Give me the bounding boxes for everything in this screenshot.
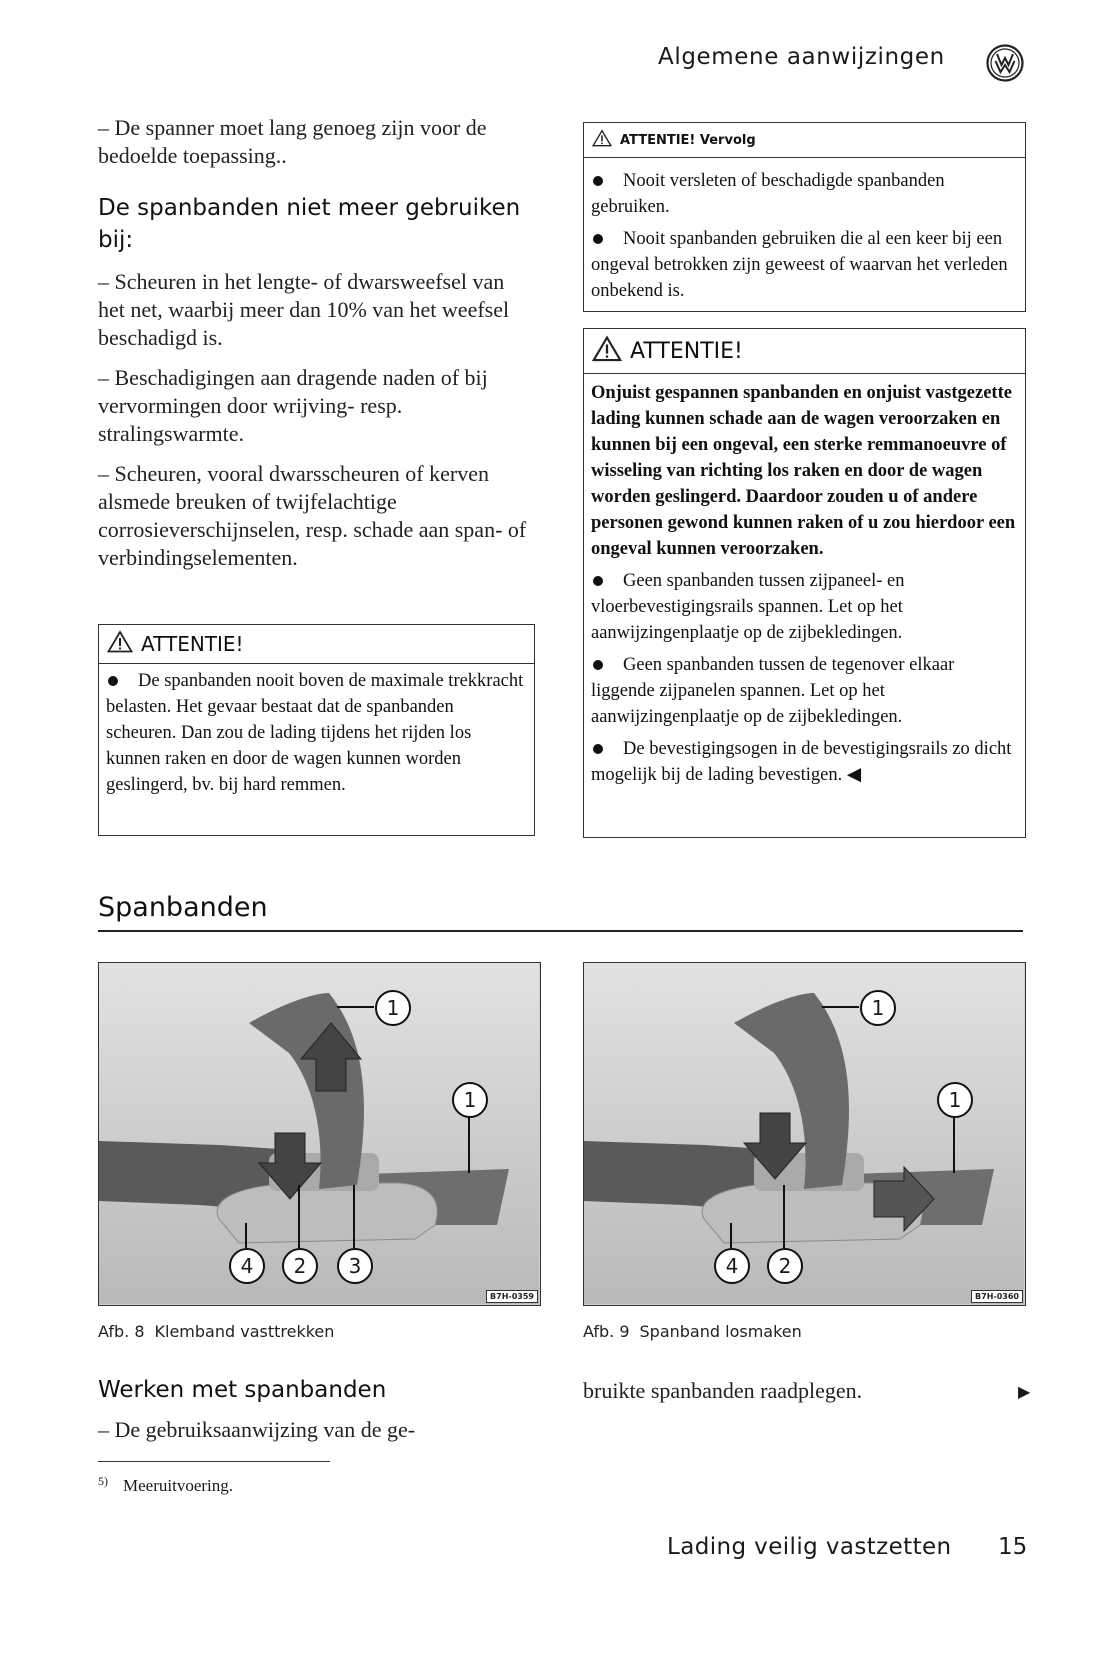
figure-label: Afb. 9 [583, 1322, 630, 1341]
work-heading: Werken met spanbanden [98, 1377, 387, 1403]
callout-2: 2 [767, 1248, 803, 1284]
list-item: Nooit spanbanden gebruiken die al een keer bij een ongeval betrokken zijn geweest of waarvan het verleden onbekend is. [591, 229, 1008, 301]
warning-triangle-icon [592, 129, 612, 151]
list-item: De spanbanden nooit boven de maximale trekkracht belasten. Het gevaar bestaat dat de spanbanden scheuren. Dan zou de lading tijdens het rijden los kunnen raken en door de wagen kunnen worden geslingerd, bv. bij hard remmen. [106, 671, 524, 795]
figure-9-image [583, 962, 1026, 1306]
warning-title: ATTENTIE! [630, 338, 743, 364]
bullet-icon [593, 176, 603, 186]
warning-box-right [583, 328, 1026, 838]
section-title: Spanbanden [98, 892, 268, 923]
figure-9-caption [583, 1322, 802, 1341]
warning-box-continued [583, 122, 1026, 312]
bullet-icon [593, 234, 603, 244]
callout-2: 2 [282, 1248, 318, 1284]
continue-arrow-icon: ▶ [1018, 1382, 1031, 1401]
section-subheading: De spanbanden niet meer gebruiken bij: [98, 195, 521, 253]
bullet-icon [108, 676, 118, 686]
figure-code: B7H-0359 [486, 1290, 538, 1303]
bullet-icon [593, 576, 603, 586]
callout-4: 4 [229, 1248, 265, 1284]
warning-intro: Onjuist gespannen spanbanden en onjuist vastgezette lading kunnen schade aan de wagen veroorzaken en kunnen bij een ongeval, een sterke remmanoeuvre of wisseling van richting los raken en door de wagen worden geslingerd. Daardoor zouden u of andere personen gewond kunnen raken of u zou hierdoor een ongeval kunnen veroorzaken. [591, 383, 1016, 559]
footnote-text: Meeruitvoering. [123, 1476, 233, 1495]
figure-caption-text: Spanband losmaken [639, 1322, 802, 1341]
warning-triangle-icon [107, 630, 133, 658]
callout-1: 1 [375, 990, 411, 1026]
bullet-icon [593, 660, 603, 670]
end-mark-icon: ◀ [846, 765, 862, 785]
figure-caption-text: Klemband vasttrekken [154, 1322, 335, 1341]
footnote-mark: 5) [98, 1474, 108, 1488]
list-item: Geen spanbanden tussen zijpaneel- en vloerbevestigingsrails spannen. Let op het aanwijzingenplaatje op de zijbekledingen. [591, 571, 905, 643]
warning-box-left [98, 624, 535, 836]
work-item-start: – De gebruiksaanwijzing van de ge- [98, 1417, 416, 1442]
figure-8-image [98, 962, 541, 1306]
warning-body [99, 664, 534, 798]
callout-1: 1 [860, 990, 896, 1026]
warning-triangle-icon [592, 335, 622, 368]
list-item: De bevestigingsogen in de bevestigingsrails zo dicht mogelijk bij de lading bevestigen. ◀ [591, 739, 1012, 785]
warning-body [584, 374, 1025, 788]
callout-1b: 1 [937, 1082, 973, 1118]
figure-8-caption [98, 1322, 334, 1341]
bullet-icon [593, 744, 603, 754]
figure-code: B7H-0360 [971, 1290, 1023, 1303]
work-item-end: bruikte spanbanden raadplegen. [583, 1378, 863, 1403]
section-rule [98, 930, 1023, 932]
footnote-rule [98, 1461, 330, 1462]
figure-label: Afb. 8 [98, 1322, 145, 1341]
warning-body [584, 158, 1025, 304]
callout-3: 3 [337, 1248, 373, 1284]
running-header: Algemene aanwijzingen [658, 44, 945, 70]
list-item: – Beschadigingen aan dragende naden of bij vervormingen door wrijving- resp. stralingswarmte. [98, 365, 488, 446]
footer-title: Lading veilig vastzetten [667, 1534, 952, 1560]
intro-paragraph: – De spanner moet lang genoeg zijn voor de bedoelde toepassing.. [98, 115, 487, 168]
callout-4: 4 [714, 1248, 750, 1284]
list-item: Nooit versleten of beschadigde spanbanden gebruiken. [591, 171, 945, 217]
warning-header [99, 625, 534, 664]
list-item: – Scheuren in het lengte- of dwarsweefsel van het net, waarbij meer dan 10% van het weefsel beschadigd is. [98, 269, 510, 350]
warning-header [584, 123, 1025, 158]
list-item: Geen spanbanden tussen de tegenover elkaar liggende zijpanelen spannen. Let op het aanwijzingenplaatje op de zijbekledingen. [591, 655, 955, 727]
page-number: 15 [998, 1534, 1028, 1560]
vw-logo-icon [986, 44, 1024, 82]
damage-list [98, 268, 534, 572]
warning-header [584, 329, 1025, 374]
warning-title: ATTENTIE! [141, 632, 244, 656]
callout-1b: 1 [452, 1082, 488, 1118]
list-item: – Scheuren, vooral dwarsscheuren of kerven alsmede breuken of twijfelachtige corrosieverschijnselen, resp. schade aan span- of verbindingselementen. [98, 461, 527, 570]
warning-title: ATTENTIE! Vervolg [620, 132, 756, 148]
